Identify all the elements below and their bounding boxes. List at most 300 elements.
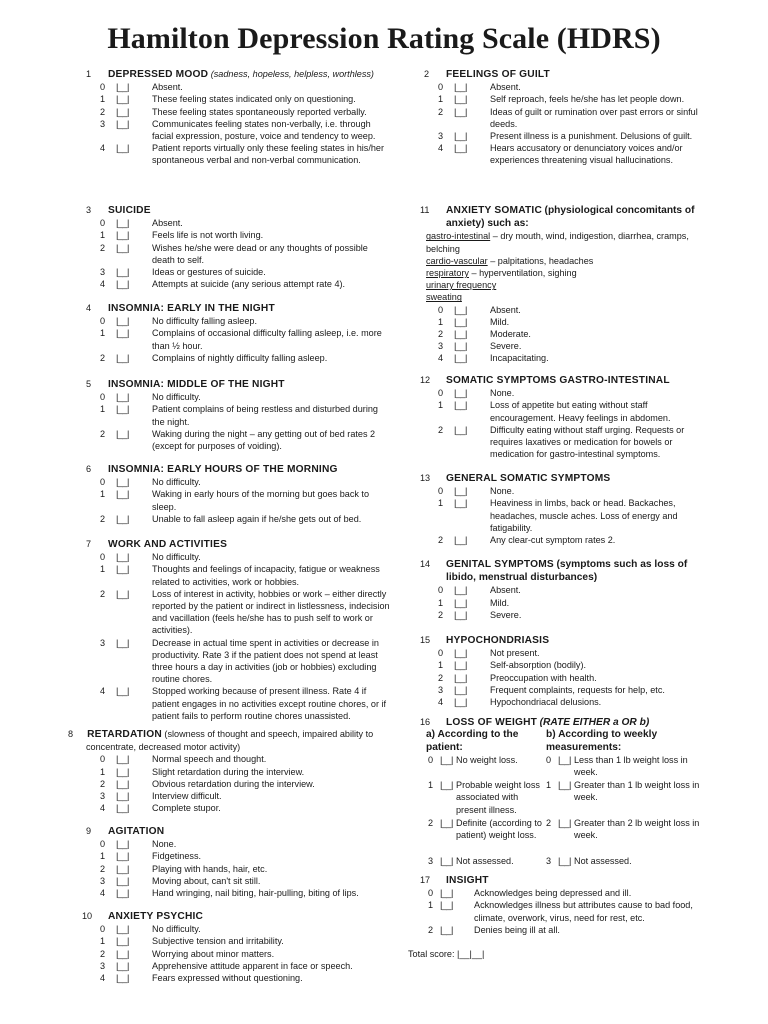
option-score: 0 — [438, 304, 444, 315]
score-checkbox[interactable]: |__| — [116, 888, 129, 899]
score-checkbox[interactable]: |__| — [116, 404, 129, 415]
option-score: 1 — [100, 564, 106, 575]
rating-option[interactable] — [68, 685, 390, 722]
rating-option[interactable] — [68, 972, 390, 984]
score-checkbox[interactable]: |__| — [454, 697, 467, 708]
rating-option[interactable] — [68, 948, 390, 960]
option-text: Absent. — [490, 585, 521, 596]
rating-option[interactable] — [68, 81, 390, 93]
section-title: INSOMNIA: MIDDLE OF THE NIGHT — [108, 379, 285, 390]
option-text: Absent. — [490, 304, 521, 315]
option-score: 2 — [100, 513, 106, 524]
rating-option[interactable] — [68, 476, 390, 488]
option-score: 1 — [100, 489, 106, 500]
option-score: 1 — [438, 660, 444, 671]
option-text: Not assessed. — [574, 856, 632, 867]
option-text: Stopped working because of present illness. Rate 4 if patient engages in no activities except routine chores, or if patient fails to perform routine chores unassisted. — [152, 686, 387, 721]
score-checkbox[interactable]: |__| — [558, 856, 571, 867]
score-checkbox[interactable]: |__| — [440, 924, 453, 935]
option-text: Greater than 1 lb weight loss in week. — [574, 780, 700, 803]
option-text: Normal speech and thought. — [152, 754, 267, 765]
option-score: 0 — [438, 82, 444, 93]
score-checkbox[interactable]: |__| — [116, 428, 129, 439]
score-checkbox[interactable]: |__| — [116, 803, 129, 814]
rating-option[interactable] — [68, 863, 390, 875]
option-text: Greater than 2 lb weight loss in week. — [574, 818, 700, 841]
rating-option[interactable] — [406, 328, 710, 340]
option-text: Heaviness in limbs, back or head. Backaches, headaches, muscle aches. Loss of energy and fatigability. — [490, 498, 678, 533]
rating-option[interactable] — [68, 802, 390, 814]
section-title: ANXIETY PSYCHIC — [108, 911, 204, 922]
section-number: 11 — [420, 205, 430, 215]
rating-option[interactable] — [406, 142, 710, 166]
option-text: Subjective tension and irritability. — [152, 936, 284, 947]
score-checkbox[interactable]: |__| — [116, 863, 129, 874]
rating-option[interactable] — [68, 242, 390, 266]
rating-option[interactable] — [406, 424, 710, 461]
option-score: 0 — [100, 477, 106, 488]
option-text: No weight loss. — [456, 755, 518, 766]
score-checkbox[interactable]: |__| — [558, 818, 571, 829]
option-score: 0 — [100, 839, 106, 850]
option-score: 3 — [100, 791, 106, 802]
section-15 — [406, 634, 710, 708]
option-text: Apprehensive attitude apparent in face or speech. — [152, 960, 353, 971]
section-9 — [68, 825, 390, 899]
weight-option-a[interactable] — [428, 754, 548, 766]
score-checkbox[interactable]: |__| — [116, 948, 129, 959]
rating-option[interactable] — [406, 485, 710, 497]
section-12 — [406, 374, 710, 460]
option-score: 2 — [100, 778, 106, 789]
section-3 — [68, 204, 390, 290]
score-checkbox[interactable]: |__| — [558, 780, 571, 791]
score-checkbox[interactable]: |__| — [116, 267, 129, 278]
score-checkbox[interactable]: |__| — [116, 564, 129, 575]
option-score: 0 — [438, 486, 444, 497]
option-score: 2 — [438, 106, 444, 117]
score-checkbox[interactable]: |__| — [116, 686, 129, 697]
option-score: 0 — [100, 392, 106, 403]
option-score: 0 — [428, 755, 434, 766]
section-header — [406, 374, 710, 387]
rating-option[interactable] — [68, 588, 390, 637]
option-score: 4 — [438, 143, 444, 154]
score-checkbox[interactable]: |__| — [454, 353, 467, 364]
option-text: No difficulty. — [152, 477, 201, 488]
score-checkbox[interactable]: |__| — [454, 143, 467, 154]
section-title: SOMATIC SYMPTOMS GASTRO-INTESTINAL — [446, 375, 670, 386]
option-score: 0 — [100, 924, 106, 935]
rating-option[interactable] — [406, 899, 710, 923]
score-checkbox[interactable]: |__| — [454, 648, 467, 659]
section-title: WORK AND ACTIVITIES — [108, 539, 228, 550]
option-text: Attempts at suicide (any serious attempt rate 4). — [152, 279, 346, 290]
option-text: Difficulty eating without staff urging. Requests or requires laxatives or medication for bowels or medication for gastro-intestinal symptoms. — [490, 424, 685, 460]
rating-option[interactable] — [68, 838, 390, 850]
option-text: Self-absorption (bodily). — [490, 660, 587, 671]
option-score: 3 — [428, 856, 434, 867]
rating-option[interactable] — [68, 278, 390, 290]
score-checkbox[interactable]: |__| — [454, 131, 467, 142]
section-number: 16 — [420, 717, 431, 727]
score-checkbox[interactable]: |__| — [116, 316, 129, 327]
rating-option[interactable] — [68, 488, 390, 512]
score-checkbox[interactable]: |__| — [116, 936, 129, 947]
rating-option[interactable] — [406, 684, 710, 696]
rating-option[interactable] — [68, 352, 390, 364]
score-checkbox[interactable]: |__| — [116, 242, 129, 253]
rating-option[interactable] — [68, 118, 390, 142]
rating-option[interactable] — [68, 513, 390, 525]
option-score: 0 — [100, 316, 106, 327]
rating-option[interactable] — [406, 106, 710, 130]
score-checkbox[interactable]: |__| — [116, 588, 129, 599]
rating-option[interactable] — [406, 340, 710, 352]
score-checkbox[interactable]: |__| — [454, 400, 467, 411]
score-checkbox[interactable]: |__| — [116, 218, 129, 229]
option-text: Waking during the night – any getting out of bed rates 2 (except for purposes of voiding). — [152, 428, 376, 452]
symptom-term: respiratory — [426, 268, 469, 279]
score-checkbox[interactable]: |__| — [454, 585, 467, 596]
section-title: HYPOCHONDRIASIS — [446, 635, 550, 646]
rating-option[interactable] — [68, 850, 390, 862]
section-header — [406, 558, 710, 584]
score-checkbox[interactable]: |__| — [454, 388, 467, 399]
rating-option[interactable] — [406, 497, 710, 534]
total-score — [408, 948, 484, 960]
score-checkbox[interactable]: |__| — [116, 94, 129, 105]
option-score: 1 — [438, 400, 444, 411]
rating-option[interactable] — [406, 584, 710, 596]
score-checkbox[interactable]: |__| — [454, 304, 467, 315]
section-subtitle: (sadness, hopeless, helpless, worthless) — [210, 69, 374, 79]
section-header — [406, 204, 710, 230]
section-number: 13 — [420, 473, 431, 483]
score-checkbox[interactable]: |__| — [116, 118, 129, 129]
section-number: 3 — [86, 205, 92, 215]
rating-option[interactable] — [68, 391, 390, 403]
symptom-term: cardio-vascular — [426, 255, 488, 266]
weight-col-a-header: a) According to the patient: — [426, 729, 519, 753]
score-checkbox[interactable]: |__| — [116, 489, 129, 500]
score-checkbox[interactable]: |__| — [454, 660, 467, 671]
section-number: 7 — [86, 539, 92, 549]
option-text: Patient complains of being restless and disturbed during the night. — [152, 404, 378, 427]
score-checkbox[interactable]: |__| — [116, 875, 129, 886]
section-title: LOSS OF WEIGHT — [446, 717, 538, 728]
rating-option[interactable] — [406, 609, 710, 621]
score-checkbox[interactable]: |__| — [454, 486, 467, 497]
score-checkbox[interactable]: |__| — [116, 637, 129, 648]
rating-option[interactable] — [68, 403, 390, 427]
score-checkbox[interactable]: |__| — [440, 900, 453, 911]
section-title: GENITAL SYMPTOMS — [446, 559, 554, 570]
total-score-box[interactable]: |__|__| — [457, 949, 485, 959]
weight-option-b[interactable] — [546, 779, 708, 803]
score-checkbox[interactable]: |__| — [454, 597, 467, 608]
option-score: 3 — [438, 131, 444, 142]
weight-option-a[interactable] — [428, 779, 548, 816]
option-text: No difficulty. — [152, 924, 201, 935]
section-header — [68, 302, 390, 315]
score-checkbox[interactable]: |__| — [116, 924, 129, 935]
rating-option[interactable] — [406, 93, 710, 105]
option-text: Worrying about minor matters. — [152, 948, 275, 959]
score-checkbox[interactable]: |__| — [440, 856, 453, 867]
rating-option[interactable] — [68, 923, 390, 935]
section-header — [406, 874, 710, 887]
section-header — [68, 204, 390, 217]
symptom-line — [426, 279, 710, 291]
score-checkbox[interactable]: |__| — [454, 316, 467, 327]
score-checkbox[interactable]: |__| — [454, 106, 467, 117]
option-text: Playing with hands, hair, etc. — [152, 863, 268, 874]
rating-option[interactable] — [406, 316, 710, 328]
rating-option[interactable] — [68, 229, 390, 241]
option-score: 2 — [100, 428, 106, 439]
score-checkbox[interactable]: |__| — [116, 778, 129, 789]
rating-option[interactable] — [406, 399, 710, 423]
section-number: 5 — [86, 379, 92, 389]
rating-option[interactable] — [406, 924, 710, 936]
option-text: Less than 1 lb weight loss in week. — [574, 755, 688, 778]
option-score: 4 — [100, 973, 106, 984]
section-5 — [68, 378, 390, 452]
option-text: No difficulty falling asleep. — [152, 316, 257, 327]
option-score: 1 — [100, 404, 106, 415]
section-8 — [68, 728, 390, 814]
rating-option[interactable] — [406, 659, 710, 671]
option-text: Probable weight loss associated with present illness. — [456, 780, 540, 815]
score-checkbox[interactable]: |__| — [116, 392, 129, 403]
score-checkbox[interactable]: |__| — [116, 552, 129, 563]
score-checkbox[interactable]: |__| — [454, 424, 467, 435]
option-score: 3 — [438, 684, 444, 695]
score-checkbox[interactable]: |__| — [454, 341, 467, 352]
option-score: 3 — [100, 118, 106, 129]
score-checkbox[interactable]: |__| — [454, 329, 467, 340]
score-checkbox[interactable]: |__| — [440, 755, 453, 766]
weight-option-a[interactable] — [428, 855, 548, 867]
option-score: 0 — [438, 648, 444, 659]
score-checkbox[interactable]: |__| — [454, 672, 467, 683]
section-13 — [406, 472, 710, 546]
score-checkbox[interactable]: |__| — [558, 755, 571, 766]
rating-option[interactable] — [68, 753, 390, 765]
option-score: 3 — [100, 960, 106, 971]
option-text: Mild. — [490, 316, 510, 327]
option-score: 1 — [438, 316, 444, 327]
option-text: Acknowledges being depressed and ill. — [474, 888, 632, 899]
section-title: GENERAL SOMATIC SYMPTOMS — [446, 473, 611, 484]
score-checkbox[interactable]: |__| — [116, 106, 129, 117]
score-checkbox[interactable]: |__| — [454, 684, 467, 695]
score-checkbox[interactable]: |__| — [440, 888, 453, 899]
total-score-label: Total score: — [408, 949, 455, 959]
option-score: 0 — [100, 754, 106, 765]
section-14 — [406, 558, 710, 621]
score-checkbox[interactable]: |__| — [116, 960, 129, 971]
weight-option-b[interactable] — [546, 817, 708, 841]
rating-option[interactable] — [68, 106, 390, 118]
section-title: FEELINGS OF GUILT — [446, 69, 550, 80]
rating-option[interactable] — [406, 130, 710, 142]
score-checkbox[interactable]: |__| — [454, 82, 467, 93]
rating-option[interactable] — [68, 778, 390, 790]
score-checkbox[interactable]: |__| — [116, 791, 129, 802]
option-text: These feeling states spontaneously reported verbally. — [152, 106, 367, 117]
rating-option[interactable] — [406, 387, 710, 399]
score-checkbox[interactable]: |__| — [116, 973, 129, 984]
rating-option[interactable] — [68, 960, 390, 972]
option-score: 4 — [100, 888, 106, 899]
section-subtitle: (RATE EITHER a OR b) — [539, 717, 650, 728]
option-text: Frequent complaints, requests for help, etc. — [490, 684, 665, 695]
symptom-line: respiratory – hyperventilation, sighing — [426, 268, 577, 279]
rating-option[interactable] — [68, 217, 390, 229]
section-number: 1 — [86, 69, 92, 79]
option-score: 4 — [438, 697, 444, 708]
rating-option[interactable] — [406, 81, 710, 93]
rating-option[interactable] — [406, 696, 710, 708]
score-checkbox[interactable]: |__| — [116, 477, 129, 488]
rating-option[interactable] — [68, 315, 390, 327]
score-checkbox[interactable]: |__| — [116, 851, 129, 862]
score-checkbox[interactable]: |__| — [116, 82, 129, 93]
section-title: INSOMNIA: EARLY HOURS OF THE MORNING — [108, 464, 338, 475]
option-score: 1 — [100, 936, 106, 947]
option-score: 2 — [438, 424, 444, 435]
section-header — [68, 728, 390, 753]
option-text: Thoughts and feelings of incapacity, fatigue or weakness related to activities, work or hobbies. — [152, 564, 380, 587]
score-checkbox[interactable]: |__| — [116, 230, 129, 241]
rating-option[interactable] — [68, 637, 390, 686]
score-checkbox[interactable]: |__| — [440, 780, 453, 791]
option-text: Slight retardation during the interview. — [152, 766, 305, 777]
option-text: Obvious retardation during the interview. — [152, 778, 315, 789]
score-checkbox[interactable]: |__| — [116, 513, 129, 524]
section-header — [406, 716, 710, 729]
section-10 — [68, 910, 390, 984]
rating-option[interactable] — [406, 534, 710, 546]
option-score: 0 — [100, 82, 106, 93]
rating-option[interactable] — [68, 266, 390, 278]
option-text: Present illness is a punishment. Delusions of guilt. — [490, 131, 693, 142]
rating-option[interactable] — [406, 352, 710, 364]
rating-option[interactable] — [68, 766, 390, 778]
option-text: Ideas or gestures of suicide. — [152, 267, 266, 278]
rating-option[interactable] — [406, 597, 710, 609]
option-score: 2 — [100, 588, 106, 599]
section-subtitle: (physiological concomitants of anxiety) such as: — [446, 205, 695, 230]
option-text: Loss of appetite but eating without staff encouragement. Heavy feelings in abdomen. — [490, 400, 671, 423]
score-checkbox[interactable]: |__| — [440, 818, 453, 829]
option-score: 2 — [100, 242, 106, 253]
symptom-line: cardio-vascular – palpitations, headaches — [426, 255, 594, 266]
section-number: 15 — [420, 635, 431, 645]
option-score: 2 — [546, 818, 552, 829]
option-score: 2 — [438, 672, 444, 683]
rating-option[interactable] — [68, 428, 390, 452]
rating-option[interactable] — [68, 563, 390, 587]
rating-option[interactable] — [68, 875, 390, 887]
rating-option[interactable] — [68, 790, 390, 802]
rating-option[interactable] — [68, 93, 390, 105]
section-title: RETARDATION — [87, 729, 162, 740]
option-score: 1 — [428, 900, 434, 911]
option-score: 0 — [100, 552, 106, 563]
rating-option[interactable] — [68, 142, 390, 166]
option-text: Wishes he/she were dead or any thoughts of possible death to self. — [152, 242, 368, 265]
option-text: Mild. — [490, 597, 510, 608]
option-score: 4 — [438, 353, 444, 364]
rating-option[interactable] — [406, 304, 710, 316]
score-checkbox[interactable]: |__| — [454, 94, 467, 105]
weight-option-b[interactable] — [546, 855, 708, 867]
option-text: None. — [490, 388, 515, 399]
rating-option[interactable] — [406, 887, 710, 899]
section-1 — [68, 68, 390, 167]
option-score: 1 — [100, 328, 106, 339]
option-text: Complains of nightly difficulty falling asleep. — [152, 352, 328, 363]
option-score: 4 — [100, 803, 106, 814]
option-text: Not assessed. — [456, 856, 514, 867]
rating-option[interactable] — [68, 887, 390, 899]
score-checkbox[interactable]: |__| — [116, 352, 129, 363]
score-checkbox[interactable]: |__| — [454, 609, 467, 620]
option-score: 3 — [100, 875, 106, 886]
score-checkbox[interactable]: |__| — [116, 143, 129, 154]
score-checkbox[interactable]: |__| — [454, 535, 467, 546]
option-text: Waking in early hours of the morning but goes back to sleep. — [152, 489, 370, 512]
option-text: Definite (according to patient) weight loss. — [456, 818, 542, 841]
score-checkbox[interactable]: |__| — [116, 754, 129, 765]
section-header — [68, 825, 390, 838]
option-text: Complains of occasional difficulty falling asleep, i.e. more than ½ hour. — [152, 328, 382, 351]
score-checkbox[interactable]: |__| — [454, 498, 467, 509]
option-score: 3 — [438, 341, 444, 352]
option-score: 4 — [100, 279, 106, 290]
section-number: 4 — [86, 303, 92, 313]
option-score: 1 — [438, 94, 444, 105]
section-header — [68, 378, 390, 391]
option-text: Severe. — [490, 341, 522, 352]
score-checkbox[interactable]: |__| — [116, 279, 129, 290]
rating-option[interactable] — [68, 327, 390, 351]
option-text: Incapacitating. — [490, 353, 549, 364]
score-checkbox[interactable]: |__| — [116, 328, 129, 339]
rating-option[interactable] — [406, 647, 710, 659]
option-text: Ideas of guilt or rumination over past errors or sinful deeds. — [490, 106, 698, 129]
option-text: Hears accusatory or denunciatory voices and/or experiences threatening visual hallucinations. — [490, 143, 683, 166]
option-score: 1 — [438, 597, 444, 608]
section-header — [406, 472, 710, 485]
weight-option-a[interactable] — [428, 817, 548, 841]
section-title: DEPRESSED MOOD — [108, 69, 209, 80]
rating-option[interactable] — [68, 935, 390, 947]
option-text: Moderate. — [490, 329, 531, 340]
score-checkbox[interactable]: |__| — [116, 839, 129, 850]
option-text: No difficulty. — [152, 552, 201, 563]
option-score: 2 — [100, 863, 106, 874]
score-checkbox[interactable]: |__| — [116, 766, 129, 777]
weight-option-b[interactable] — [546, 754, 708, 778]
option-text: None. — [152, 839, 177, 850]
rating-option[interactable] — [406, 672, 710, 684]
section-11 — [406, 204, 710, 365]
rating-option[interactable] — [68, 551, 390, 563]
